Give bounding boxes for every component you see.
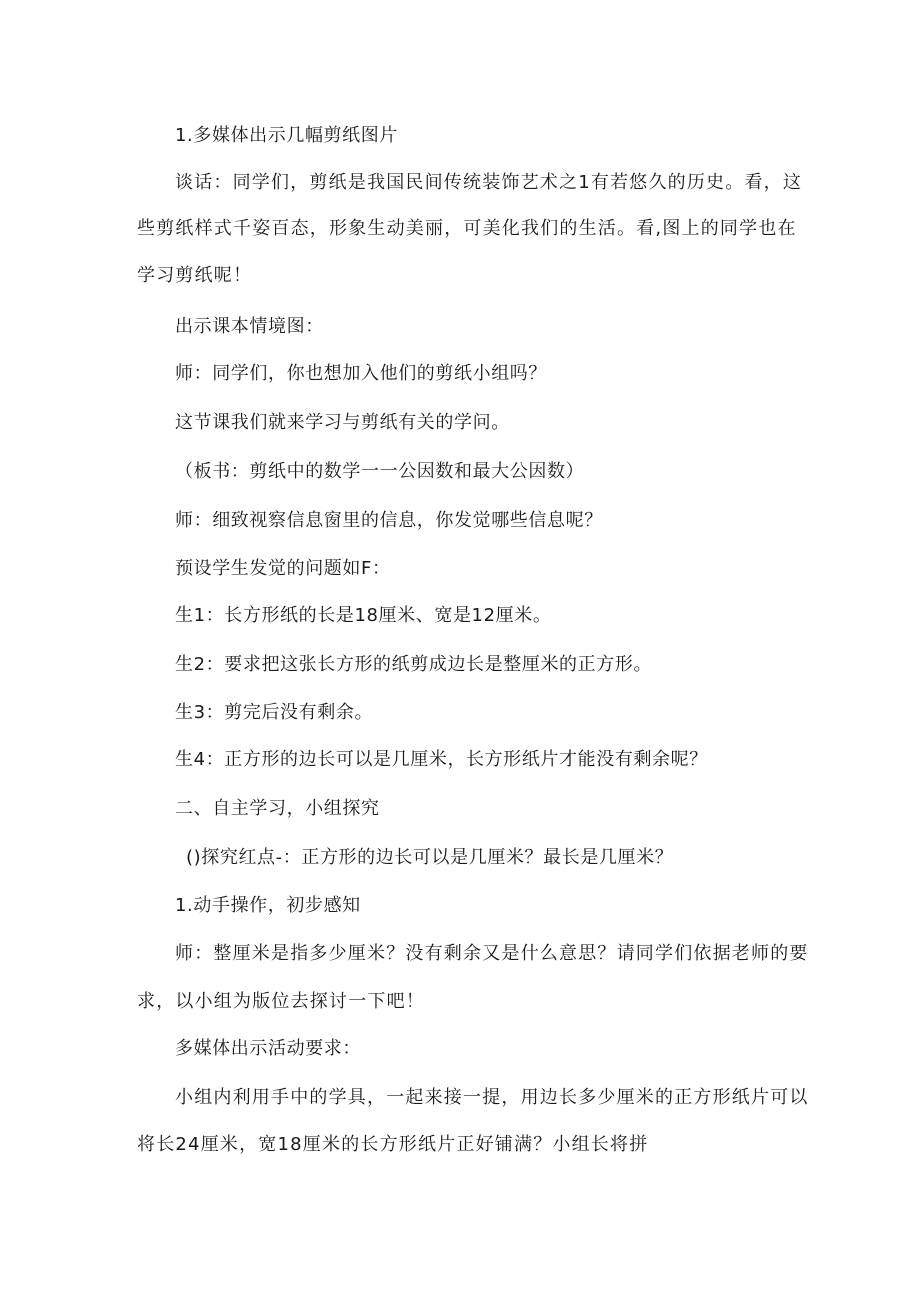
paragraph-teacher-explain-line-2: 求，以小组为版位去探讨一下吧！: [137, 991, 425, 1012]
paragraph-talk-line-2: 些剪纸样式千姿百态，形象生动美丽，可美化我们的生活。看,图上的同学也在: [137, 218, 797, 239]
paragraph-activity-line-1: 小组内利用手中的学具，一起来接一提，用边长多少厘米的正方形纸片可以: [175, 1087, 809, 1108]
paragraph-student-1: 生1：长方形纸的长是18厘米、宽是12厘米。: [175, 605, 552, 626]
paragraph-teacher-explain-line-1: 师：整厘米是指多少厘米？没有剩余又是什么意思？请同学们依据老师的要: [175, 943, 809, 964]
paragraph-lesson-intro: 这节课我们就来学习与剪纸有关的学问。: [175, 412, 510, 433]
paragraph-talk-line-1: 谈话：同学们，剪纸是我国民间传统装饰艺术之1有若悠久的历史。看，这: [175, 172, 803, 193]
paragraph-teacher-observe: 师：细致视察信息窗里的信息，你发觉哪些信息呢？: [175, 510, 603, 531]
subheading-hands-on: 1.动手操作，初步感知: [175, 895, 361, 916]
paragraph-student-2: 生2：要求把这张长方形的纸剪成边长是整厘米的正方形。: [175, 654, 653, 675]
paragraph-student-4: 生4：正方形的边长可以是几厘米，长方形纸片才能没有剩余呢？: [175, 749, 708, 770]
paragraph-student-3: 生3：剪完后没有剩余。: [175, 702, 374, 723]
paragraph-board-title: （板书：剪纸中的数学一一公因数和最大公因数）: [175, 461, 585, 482]
paragraph-activity-requirements: 多媒体出示活动要求：: [175, 1038, 361, 1059]
paragraph-preset-questions: 预设学生发觉的问题如F：: [175, 558, 391, 579]
paragraph-explore-point: ()探究红点-：正方形的边长可以是几厘米？最长是几厘米？: [186, 847, 674, 868]
paragraph-show-scene: 出示课本情境图：: [175, 316, 324, 337]
paragraph-activity-line-2: 将长24厘米，宽18厘米的长方形纸片正好铺满？小组长将拼: [137, 1134, 649, 1155]
heading-multimedia-paper-cut-images: 1.多媒体出示几幅剪纸图片: [175, 125, 398, 146]
paragraph-teacher-question: 师：同学们，你也想加入他们的剪纸小组吗？: [175, 363, 547, 384]
paragraph-talk-line-3: 学习剪纸呢！: [137, 265, 253, 286]
section-heading-self-study: 二、自主学习，小组探究: [175, 798, 380, 819]
